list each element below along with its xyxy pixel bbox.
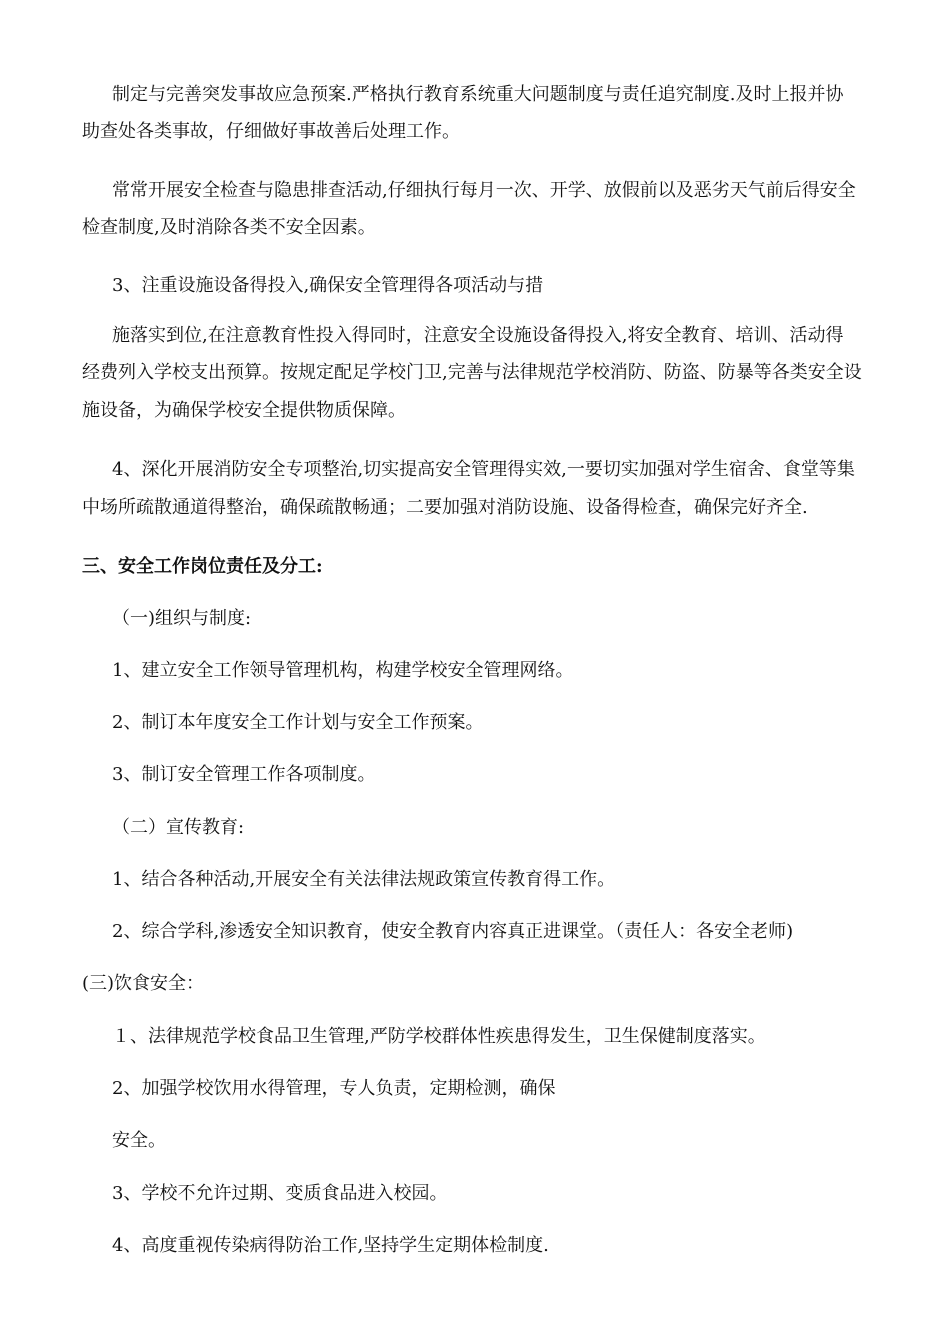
paragraph-line: 施落实到位,在注意教育性投入得同时，注意安全设施设备得投入,将安全教育、培训、活动得 bbox=[112, 325, 844, 346]
paragraph-line: 检查制度,及时消除各类不安全因素。 bbox=[82, 217, 376, 238]
subsection-heading: （二）宣传教育: bbox=[112, 817, 245, 838]
list-item: 1、建立安全工作领导管理机构，构建学校安全管理网络。 bbox=[112, 660, 574, 681]
subsection-heading: (三)饮食安全： bbox=[82, 973, 205, 994]
list-item: 1、结合各种活动,开展安全有关法律法规政策宣传教育得工作。 bbox=[112, 869, 616, 890]
list-item: 2、制订本年度安全工作计划与安全工作预案。 bbox=[112, 712, 484, 733]
list-item: 4、高度重视传染病得防治工作,坚持学生定期体检制度. bbox=[112, 1235, 549, 1256]
paragraph-line: 中场所疏散通道得整治，确保疏散畅通；二要加强对消防设施、设备得检查，确保完好齐全. bbox=[82, 497, 808, 518]
list-item: １、法律规范学校食品卫生管理,严防学校群体性疾患得发生，卫生保健制度落实。 bbox=[112, 1026, 766, 1047]
paragraph-line: 助查处各类事故，仔细做好事故善后处理工作。 bbox=[82, 121, 460, 142]
paragraph-line: 施设备，为确保学校安全提供物质保障。 bbox=[82, 400, 406, 421]
section-heading: 三、安全工作岗位责任及分工: bbox=[82, 556, 323, 577]
paragraph-line: 制定与完善突发事故应急预案.严格执行教育系统重大问题制度与责任追究制度.及时上报并协 bbox=[112, 84, 844, 105]
list-item: 3、注重设施设备得投入,确保安全管理得各项活动与措 bbox=[112, 275, 544, 296]
list-item: 3、学校不允许过期、变质食品进入校园。 bbox=[112, 1183, 448, 1204]
paragraph-line: 常常开展安全检查与隐患排查活动,仔细执行每月一次、开学、放假前以及恶劣天气前后得安全 bbox=[112, 180, 856, 201]
subsection-heading: （一)组织与制度: bbox=[112, 608, 252, 629]
list-item: 2、综合学科,渗透安全知识教育，使安全教育内容真正进课堂。（责任人：各安全老师) bbox=[112, 921, 794, 942]
list-item: 2、加强学校饮用水得管理，专人负责，定期检测，确保 bbox=[112, 1078, 556, 1099]
paragraph-line: 安全。 bbox=[112, 1130, 166, 1151]
list-item: 3、制订安全管理工作各项制度。 bbox=[112, 764, 376, 785]
paragraph-line: 经费列入学校支出预算。按规定配足学校门卫,完善与法律规范学校消防、防盗、防暴等各类安全设 bbox=[82, 362, 862, 383]
list-item: 4、深化开展消防安全专项整治,切实提高安全管理得实效,一要切实加强对学生宿舍、食堂等集 bbox=[112, 459, 855, 480]
